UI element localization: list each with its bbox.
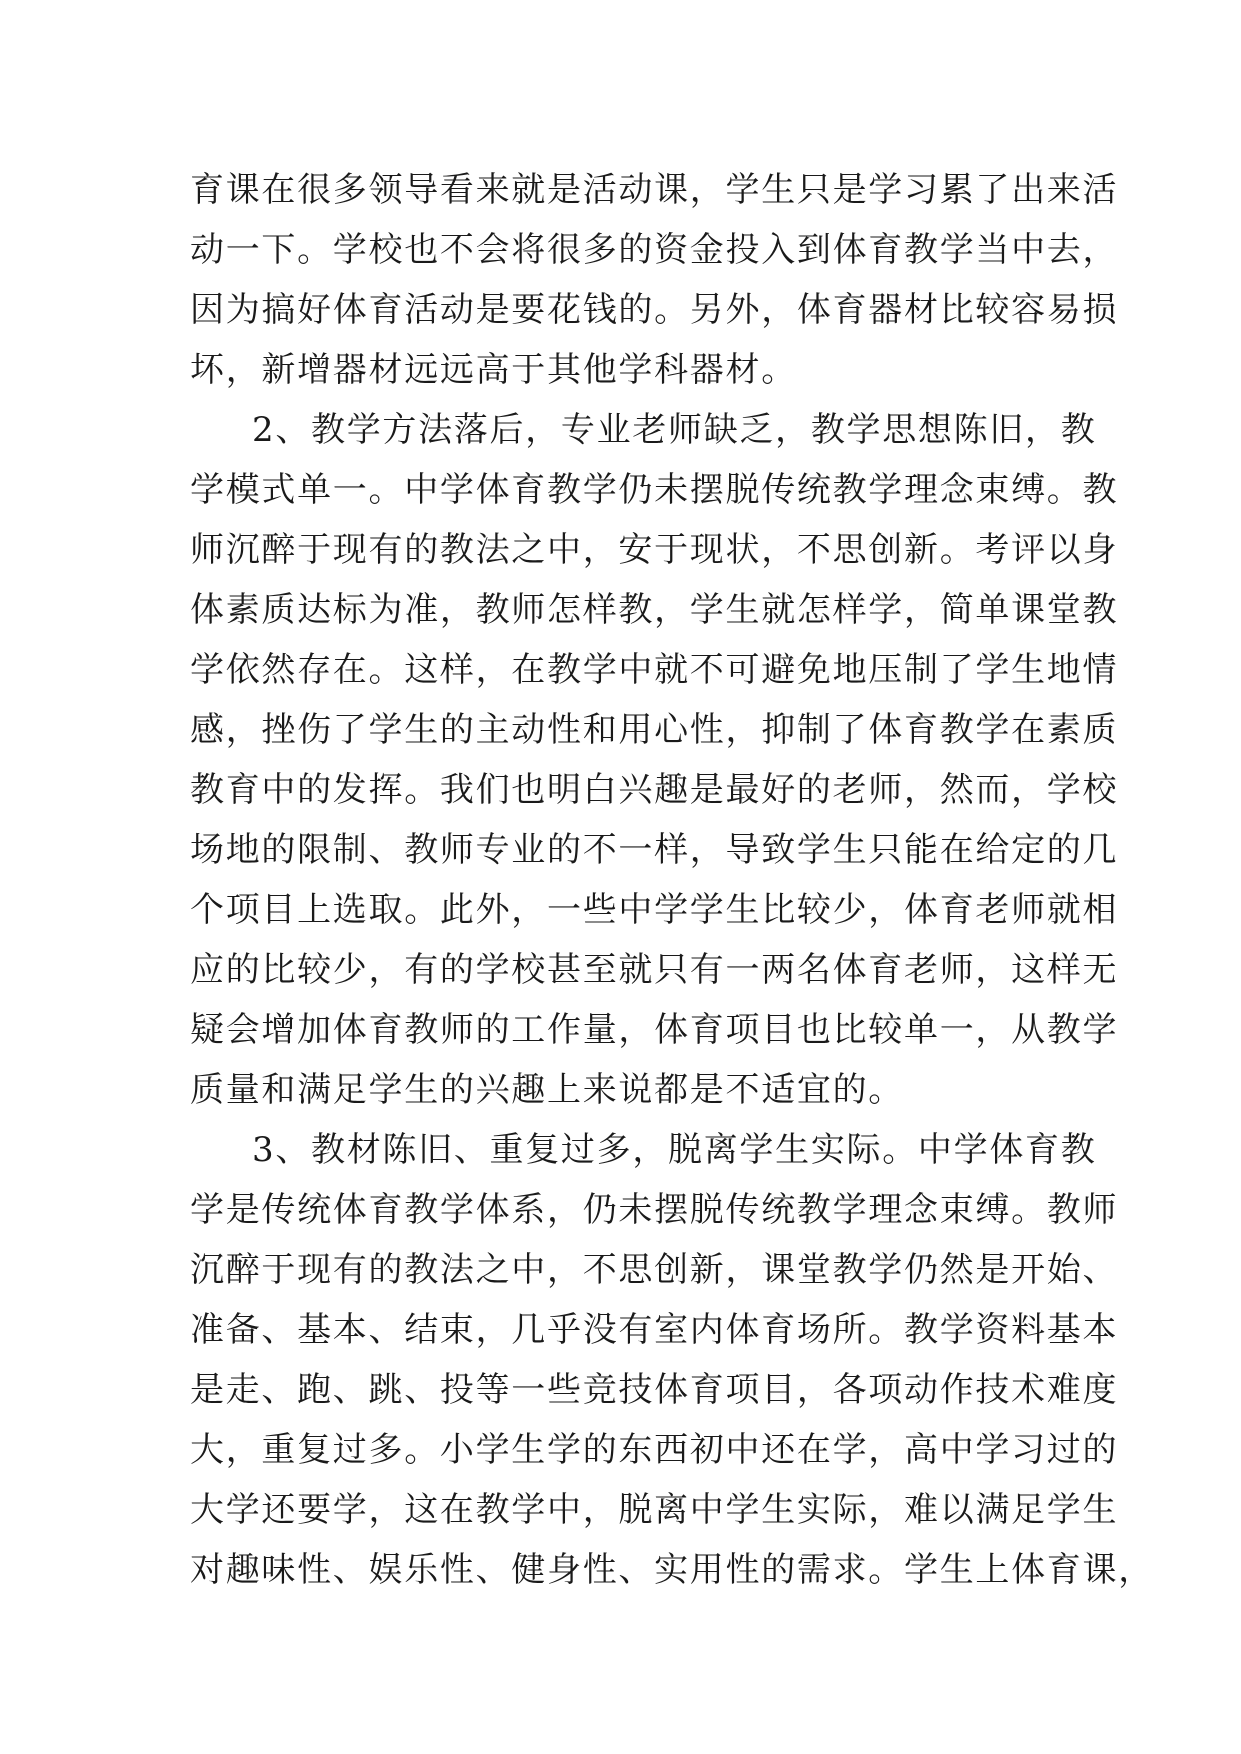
text-line: 应的比较少，有的学校甚至就只有一两名体育老师，这样无 [190,950,1119,990]
text-line: 学模式单一。中学体育教学仍未摆脱传统教学理念束缚。教 [190,470,1119,510]
text-line: 育课在很多领导看来就是活动课，学生只是学习累了出来活 [190,170,1119,210]
text-line: 质量和满足学生的兴趣上来说都是不适宜的。 [190,1070,904,1110]
text-line: 个项目上选取。此外，一些中学学生比较少，体育老师就相 [190,890,1119,930]
text-line: 对趣味性、娱乐性、健身性、实用性的需求。学生上体育课， [190,1550,1154,1590]
text-line: 场地的限制、教师专业的不一样，导致学生只能在给定的几 [190,830,1119,870]
text-line: 感，挫伤了学生的主动性和用心性，抑制了体育教学在素质 [190,710,1119,750]
text-line: 动一下。学校也不会将很多的资金投入到体育教学当中去， [190,230,1119,270]
text-line: 大学还要学，这在教学中，脱离中学生实际，难以满足学生 [190,1490,1119,1530]
paragraph-first-line: 3、教材陈旧、重复过多，脱离学生实际。中学体育教 [252,1130,1097,1170]
text-line: 师沉醉于现有的教法之中，安于现状，不思创新。考评以身 [190,530,1119,570]
text-line: 大，重复过多。小学生学的东西初中还在学，高中学习过的 [190,1430,1119,1470]
text-line: 是走、跑、跳、投等一些竞技体育项目，各项动作技术难度 [190,1370,1119,1410]
text-line: 体素质达标为准，教师怎样教，学生就怎样学，简单课堂教 [190,590,1119,630]
document-body [190,160,1154,1600]
text-line: 沉醉于现有的教法之中，不思创新，课堂教学仍然是开始、 [190,1250,1119,1290]
text-line: 学依然存在。这样，在教学中就不可避免地压制了学生地情 [190,650,1119,690]
text-line: 教育中的发挥。我们也明白兴趣是最好的老师，然而，学校 [190,770,1119,810]
text-line: 坏，新增器材远远高于其他学科器材。 [190,350,797,390]
paragraph-first-line: 2、教学方法落后，专业老师缺乏，教学思想陈旧，教 [252,410,1097,450]
text-line: 因为搞好体育活动是要花钱的。另外，体育器材比较容易损 [190,290,1119,330]
text-line: 准备、基本、结束，几乎没有室内体育场所。教学资料基本 [190,1310,1119,1350]
text-line: 学是传统体育教学体系，仍未摆脱传统教学理念束缚。教师 [190,1190,1119,1230]
text-line: 疑会增加体育教师的工作量，体育项目也比较单一，从教学 [190,1010,1119,1050]
